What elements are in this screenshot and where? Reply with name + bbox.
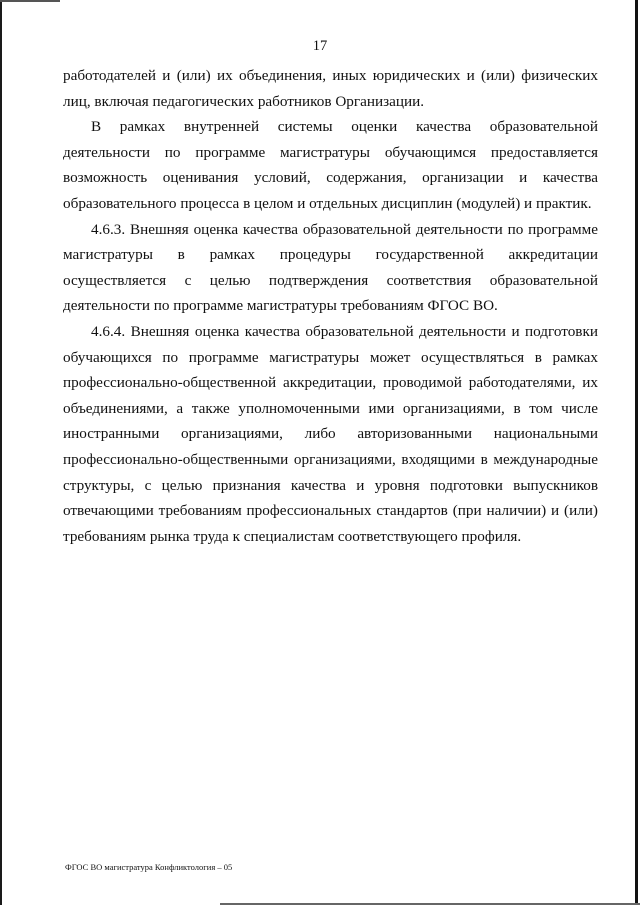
paragraph-internal-assessment: В рамках внутренней системы оценки качества образовательной деятельности по программе магистратуры обучающимся предоставляется возможность оценивания условий, содержания, организации и качества образовательного процесса в целом и отдельных дисциплин (модулей) и практик.: [63, 118, 598, 212]
paragraph-4-6-3: 4.6.3. Внешняя оценка качества образовательной деятельности по программе магистратуры в рамках процедуры государственной аккредитации осуществляется с целью подтверждения соответствия образовательной деятельности по программе магистратуры требованиям ФГОС ВО.: [63, 220, 598, 315]
paragraph-4-6-4: 4.6.4. Внешняя оценка качества образовательной деятельности и подготовки обучающихся по программе магистратуры может осуществляться в рамках профессионально-общественной аккредитации, проводимой работодателями, их объединениями, а также уполномоченными ими организациями, в том числе иностранными организациями, либо авторизованными национальными профессионально-общественными организациями, входящими в международные структуры, с целью признания качества и уровня подготовки выпускников отвечающими требованиям профессиональных стандартов (при наличии) и (или) требованиям рынка труда к специалистам соответствующего профиля.: [63, 322, 598, 545]
document-body: [63, 63, 598, 549]
page-footer: ФГОС ВО магистратура Конфликтология – 05: [65, 862, 233, 872]
scan-border-left: [0, 0, 2, 905]
page-number: 17: [312, 38, 328, 54]
paragraph-continuation: работодателей и (или) их объединения, иных юридических и (или) физических лиц, включая педагогических работников Организации.: [63, 67, 598, 110]
scan-border-right: [635, 0, 638, 905]
scan-border-top: [0, 0, 60, 2]
